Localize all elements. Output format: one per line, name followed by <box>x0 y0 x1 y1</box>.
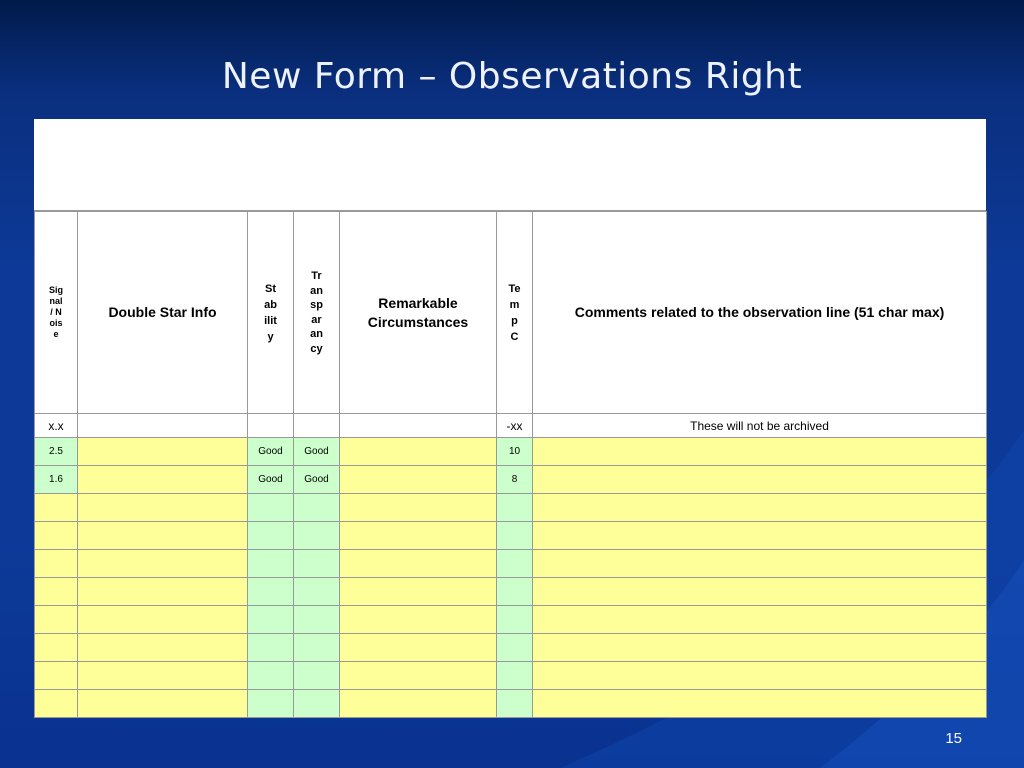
example-stability <box>248 414 294 438</box>
cell-double-star-info[interactable] <box>78 634 248 662</box>
cell-temp[interactable] <box>497 634 533 662</box>
table-row <box>35 634 987 662</box>
cell-double-star-info[interactable] <box>78 438 248 466</box>
table-row <box>35 690 987 718</box>
cell-comments[interactable] <box>533 466 987 494</box>
cell-stability[interactable] <box>248 634 294 662</box>
cell-remarkable[interactable] <box>340 578 497 606</box>
header-double-star-info: Double Star Info <box>78 212 248 414</box>
cell-stability[interactable] <box>248 578 294 606</box>
cell-remarkable[interactable] <box>340 438 497 466</box>
cell-signal-noise[interactable] <box>35 578 78 606</box>
header-signal-noise: Signal / Noise <box>35 212 78 414</box>
table-row <box>35 550 987 578</box>
cell-signal-noise[interactable]: 1.6 <box>35 466 78 494</box>
cell-signal-noise[interactable]: 2.5 <box>35 438 78 466</box>
cell-transparancy[interactable] <box>294 690 340 718</box>
cell-comments[interactable] <box>533 662 987 690</box>
cell-remarkable[interactable] <box>340 466 497 494</box>
cell-transparancy[interactable] <box>294 634 340 662</box>
cell-remarkable[interactable] <box>340 550 497 578</box>
cell-temp[interactable] <box>497 550 533 578</box>
cell-double-star-info[interactable] <box>78 550 248 578</box>
cell-comments[interactable] <box>533 578 987 606</box>
form-blank-area <box>34 119 986 211</box>
cell-temp[interactable] <box>497 522 533 550</box>
table-row <box>35 522 987 550</box>
cell-transparancy[interactable] <box>294 662 340 690</box>
cell-double-star-info[interactable] <box>78 494 248 522</box>
cell-stability[interactable] <box>248 606 294 634</box>
cell-transparancy[interactable] <box>294 606 340 634</box>
cell-transparancy[interactable] <box>294 522 340 550</box>
table-row <box>35 578 987 606</box>
cell-comments[interactable] <box>533 550 987 578</box>
example-temp: -xx <box>497 414 533 438</box>
cell-remarkable[interactable] <box>340 494 497 522</box>
cell-remarkable[interactable] <box>340 690 497 718</box>
cell-temp[interactable] <box>497 578 533 606</box>
example-transparancy <box>294 414 340 438</box>
cell-signal-noise[interactable] <box>35 634 78 662</box>
header-row <box>35 212 987 414</box>
cell-signal-noise[interactable] <box>35 690 78 718</box>
cell-double-star-info[interactable] <box>78 578 248 606</box>
cell-stability[interactable] <box>248 522 294 550</box>
table-row <box>35 466 987 494</box>
cell-comments[interactable] <box>533 690 987 718</box>
example-signal-noise: x.x <box>35 414 78 438</box>
example-remarkable <box>340 414 497 438</box>
header-temp: Temp C <box>497 212 533 414</box>
cell-temp[interactable] <box>497 606 533 634</box>
header-comments: Comments related to the observation line (51 char max) <box>533 212 987 414</box>
header-remarkable-circumstances: Remarkable Circumstances <box>340 212 497 414</box>
table-row <box>35 662 987 690</box>
table-row <box>35 494 987 522</box>
cell-stability[interactable] <box>248 662 294 690</box>
cell-comments[interactable] <box>533 606 987 634</box>
cell-temp[interactable]: 10 <box>497 438 533 466</box>
example-double-star-info <box>78 414 248 438</box>
observations-table <box>34 211 987 718</box>
cell-signal-noise[interactable] <box>35 550 78 578</box>
page-number: 15 <box>945 730 962 747</box>
example-row <box>35 414 987 438</box>
cell-temp[interactable] <box>497 662 533 690</box>
cell-temp[interactable] <box>497 494 533 522</box>
cell-signal-noise[interactable] <box>35 662 78 690</box>
cell-stability[interactable]: Good <box>248 438 294 466</box>
cell-transparancy[interactable] <box>294 578 340 606</box>
cell-transparancy[interactable] <box>294 494 340 522</box>
cell-double-star-info[interactable] <box>78 522 248 550</box>
cell-comments[interactable] <box>533 494 987 522</box>
cell-transparancy[interactable]: Good <box>294 438 340 466</box>
example-comments: These will not be archived <box>533 414 987 438</box>
cell-signal-noise[interactable] <box>35 606 78 634</box>
cell-double-star-info[interactable] <box>78 606 248 634</box>
cell-stability[interactable] <box>248 494 294 522</box>
table-row <box>35 438 987 466</box>
cell-signal-noise[interactable] <box>35 494 78 522</box>
cell-double-star-info[interactable] <box>78 690 248 718</box>
cell-comments[interactable] <box>533 438 987 466</box>
cell-remarkable[interactable] <box>340 662 497 690</box>
header-stability: Stability <box>248 212 294 414</box>
observation-form <box>34 119 986 718</box>
cell-temp[interactable]: 8 <box>497 466 533 494</box>
slide-title: New Form – Observations Right <box>221 56 803 97</box>
cell-double-star-info[interactable] <box>78 466 248 494</box>
cell-comments[interactable] <box>533 522 987 550</box>
cell-transparancy[interactable]: Good <box>294 466 340 494</box>
header-transparancy: Transparancy <box>294 212 340 414</box>
cell-remarkable[interactable] <box>340 606 497 634</box>
table-row <box>35 606 987 634</box>
cell-stability[interactable]: Good <box>248 466 294 494</box>
cell-remarkable[interactable] <box>340 634 497 662</box>
cell-remarkable[interactable] <box>340 522 497 550</box>
cell-comments[interactable] <box>533 634 987 662</box>
cell-signal-noise[interactable] <box>35 522 78 550</box>
cell-stability[interactable] <box>248 690 294 718</box>
cell-transparancy[interactable] <box>294 550 340 578</box>
cell-double-star-info[interactable] <box>78 662 248 690</box>
cell-temp[interactable] <box>497 690 533 718</box>
cell-stability[interactable] <box>248 550 294 578</box>
